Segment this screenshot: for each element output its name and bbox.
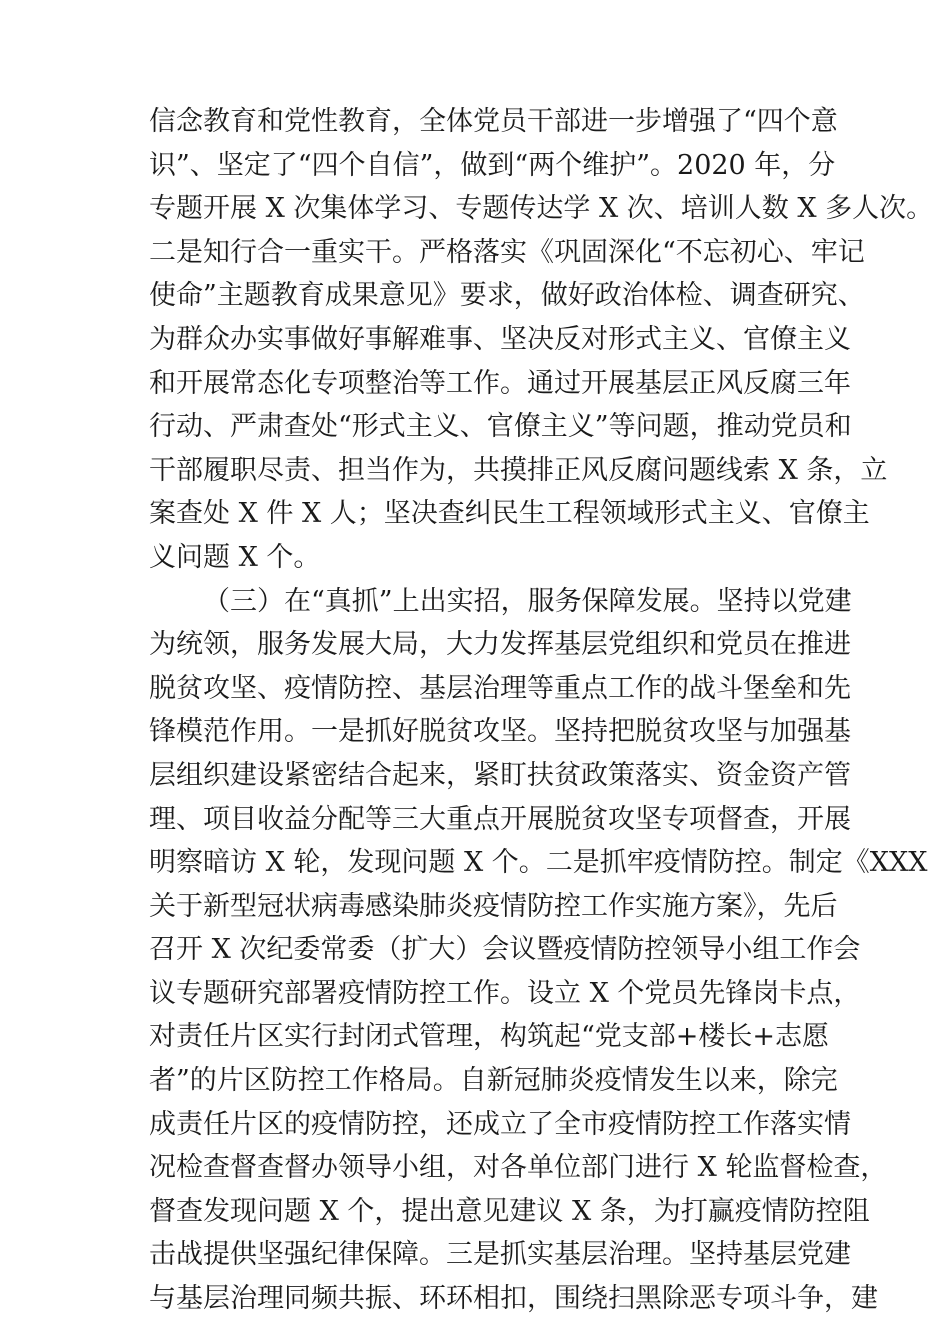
- text-line: 与基层治理同频共振、环环相扣，围绕扫黑除恶专项斗争，建: [149, 1283, 878, 1315]
- text-line: 干部履职尽责、担当作为，共摸排正风反腐问题线索 X 条，立: [149, 454, 888, 486]
- text-line: 成责任片区的疫情防控，还成立了全市疫情防控工作落实情: [149, 1108, 851, 1140]
- text-line: 脱贫攻坚、疫情防控、基层治理等重点工作的战斗堡垒和先: [149, 672, 851, 704]
- section-heading-line: （三）在“真抓”上出实招，服务保障发展。坚持以党建: [203, 585, 852, 617]
- text-line: 督查发现问题 X 个，提出意见建议 X 条，为打赢疫情防控阻: [149, 1195, 870, 1227]
- text-line: 击战提供坚强纪律保障。三是抓实基层治理。坚持基层党建: [149, 1239, 851, 1271]
- text-line: 况检查督查督办领导小组，对各单位部门进行 X 轮监督检查，: [149, 1152, 888, 1184]
- text-line: 关于新型冠状病毒感染肺炎疫情防控工作实施方案》，先后: [149, 890, 838, 922]
- text-line: 层组织建设紧密结合起来，紧盯扶贫政策落实、资金资产管: [149, 759, 851, 791]
- text-line: 召开 X 次纪委常委（扩大）会议暨疫情防控领导小组工作会: [149, 934, 861, 966]
- text-line: 行动、严肃查处“形式主义、官僚主义”等问题，推动党员和: [149, 411, 852, 443]
- text-line: 明察暗访 X 轮，发现问题 X 个。二是抓牢疫情防控。制定《XXX: [149, 847, 928, 879]
- text-line: 议专题研究部署疫情防控工作。设立 X 个党员先锋岗卡点，: [149, 977, 861, 1009]
- body-text: [149, 100, 934, 1321]
- text-line: 信念教育和党性教育，全体党员干部进一步增强了“四个意: [149, 106, 838, 137]
- text-line: 案查处 X 件 X 人；坚决查纠民生工程领域形式主义、官僚主: [149, 498, 870, 530]
- text-line: 为群众办实事做好事解难事、坚决反对形式主义、官僚主义: [149, 323, 851, 355]
- text-line: 者”的片区防控工作格局。自新冠肺炎疫情发生以来，除完: [149, 1065, 838, 1097]
- text-line: 锋模范作用。一是抓好脱贫攻坚。坚持把脱贫攻坚与加强基: [149, 716, 851, 748]
- text-line: 为统领，服务发展大局，大力发挥基层党组织和党员在推进: [149, 629, 851, 661]
- text-line: 和开展常态化专项整治等工作。通过开展基层正风反腐三年: [149, 367, 851, 399]
- text-line: 专题开展 X 次集体学习、专题传达学 X 次、培训人数 X 多人次。: [149, 193, 934, 225]
- text-line: 理、项目收益分配等三大重点开展脱贫攻坚专项督查，开展: [149, 803, 851, 835]
- text-line: 识”、坚定了“四个自信”，做到“两个维护”。2020 年，分: [149, 149, 836, 181]
- text-line: 对责任片区实行封闭式管理，构筑起“党支部+楼长+志愿: [149, 1021, 830, 1053]
- text-line: 使命”主题教育成果意见》要求，做好政治体检、调查研究、: [149, 280, 865, 312]
- text-line: 二是知行合一重实干。严格落实《巩固深化“不忘初心、牢记: [149, 236, 865, 268]
- paragraph-end-line: 义问题 X 个。: [149, 541, 321, 573]
